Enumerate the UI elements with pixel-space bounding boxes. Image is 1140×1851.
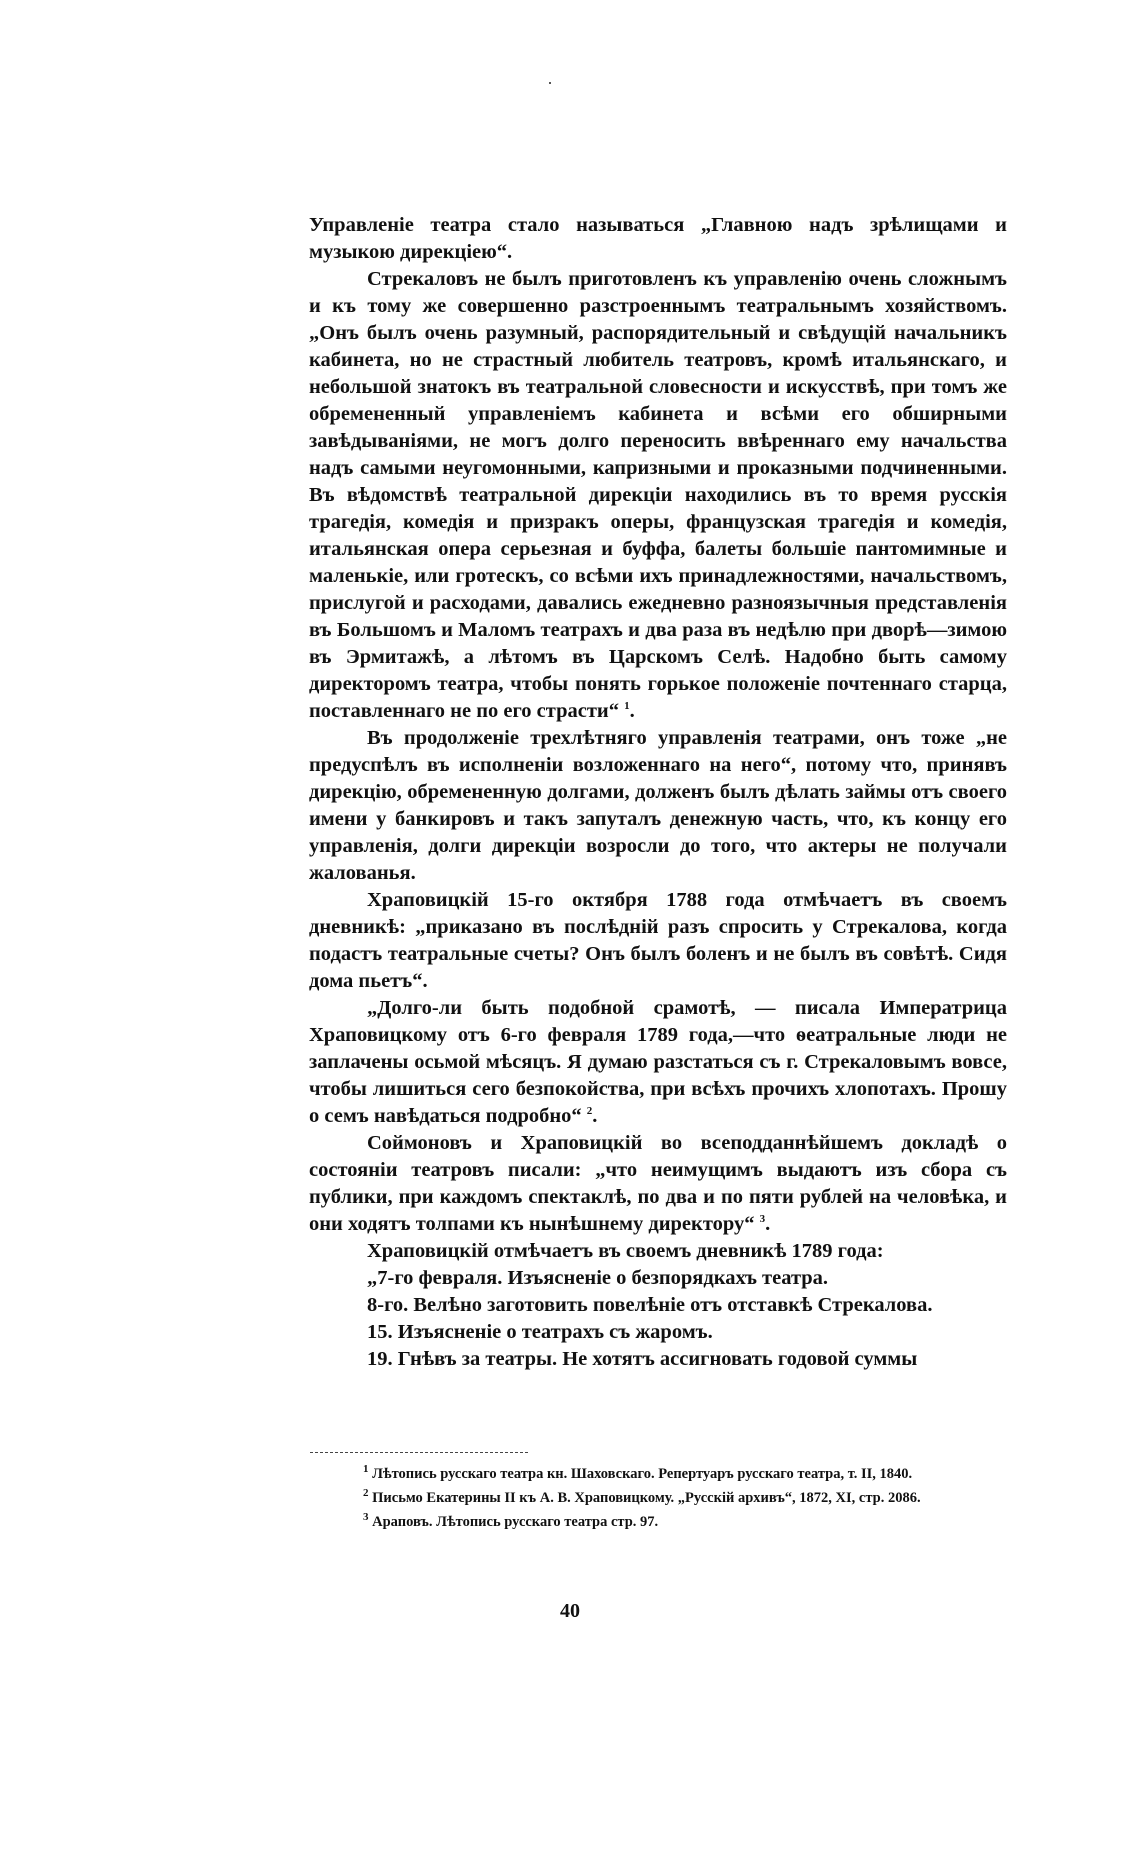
paragraph: Въ продолженіе трехлѣтняго управленія театрами, онъ тоже „не предуспѣлъ въ исполненіи возложеннаго на него“, потому что, принявъ дирекцію, обремененную долгами, долженъ былъ дѣлать займы отъ своего имени у банкировъ и такъ запуталъ денежную часть, что, къ концу его управленія, долги дирекціи возросли до того, что актеры не получали жалованья. (309, 727, 1007, 884)
paragraph: „Долго-ли быть подобной срамотѣ, — писала Императрица Храповицкому отъ 6-го февраля 1789 года,—что ѳеатральные люди не заплачены осьмой мѣсяцъ. Я думаю разстаться съ г. Стрекаловымъ вовсе, чтобы лишиться сего безпокойства, при всѣхъ прочихъ хлопотахъ. Прошу о семъ навѣдаться подробно“ $^2$. (309, 997, 1007, 1127)
paragraph: Храповицкій 15-го октября 1788 года отмѣчаетъ въ своемъ дневникѣ: „приказано въ послѣдній разъ спросить у Стрекалова, когда подастъ театральные счеты? Онъ былъ боленъ и не былъ въ совѣтѣ. Сидя дома пьетъ“. (309, 889, 1007, 992)
footnote-ref: 2 (586, 1105, 593, 1118)
footnotes (309, 1462, 1007, 1534)
paragraph: Храповицкій отмѣчаетъ въ своемъ дневникѣ 1789 года: (367, 1240, 884, 1262)
paragraph: Стрекаловъ не былъ приготовленъ къ управленію очень сложнымъ и къ тому же совершенно разстроеннымъ театральнымъ хозяйствомъ. „Онъ былъ очень разумный, распорядительный и свѣдущій начальникъ кабинета, но не страстный любитель театровъ, кромѣ итальянскаго, и небольшой знатокъ въ театральной словесности и искусствѣ, при томъ же обремененный управленіемъ кабинета и всѣми его обширными завѣдываніями, не могъ долго переносить ввѣреннаго ему начальства надъ самыми неугомонными, капризными и проказными подчиненными. Въ вѣдомствѣ театральной дирекціи находились въ то время русскія трагедія, комедія и призракъ оперы, французская трагедія и комедія, итальянская опера серьезная и буффа, балеты большіе пантомимные и маленькіе, или гротескъ, со всѣми ихъ принадлежностями, начальствомъ, прислугой и расходами, давались ежедневно разноязычныя представленія въ Большомъ и Маломъ театрахъ и два раза въ недѣлю при дворѣ—зимою въ Эрмитажѣ, а лѣтомъ въ Царскомъ Селѣ. Надобно быть самому директоромъ театра, чтобы понять горькое положеніе почтеннаго старца, поставленнаго не по его страсти“ $^1$. (309, 268, 1007, 722)
footnote: $^2$ Письмо Екатерины II къ А. В. Храповицкому. „Русскій архивъ“, 1872, XI, стр. 2086. (363, 1487, 921, 1506)
page-number: 40 (560, 1600, 580, 1622)
footnote-ref: 3 (759, 1213, 766, 1226)
diary-line: 19. Гнѣвъ за театры. Не хотятъ ассигновать годовой суммы (367, 1348, 918, 1370)
paragraph: Управленіе театра стало называться „Главною надъ зрѣлищами и музыкою дирекціею“. (309, 214, 1007, 263)
footnote: $^3$ Араповъ. Лѣтопись русскаго театра стр. 97. (363, 1511, 659, 1530)
footnote: $^1$ Лѣтопись русскаго театра кн. Шаховскаго. Репертуаръ русскаго театра, т. II, 1840. (363, 1463, 913, 1482)
diary-line: „7-го февраля. Изъясненіе о безпорядкахъ театра. (367, 1267, 829, 1289)
footnote-ref: 1 (624, 700, 630, 713)
diary-line: 15. Изъясненіе о театрахъ съ жаромъ. (367, 1321, 713, 1343)
footnote-divider (310, 1452, 528, 1453)
main-text (309, 212, 1007, 1373)
diary-line: 8-го. Велѣно заготовить повелѣніе отъ отставкѣ Стрекалова. (367, 1294, 933, 1316)
paragraph: Соймоновъ и Храповицкій во всеподданнѣйшемъ докладѣ о состояніи театровъ писали: „что неимущимъ выдаютъ изъ сбора съ публики, при каждомъ спектаклѣ, по два и по пяти рублей на человѣка, и они ходятъ толпами къ нынѣшнему директору“ $^3$. (309, 1132, 1007, 1235)
speck (549, 82, 551, 84)
